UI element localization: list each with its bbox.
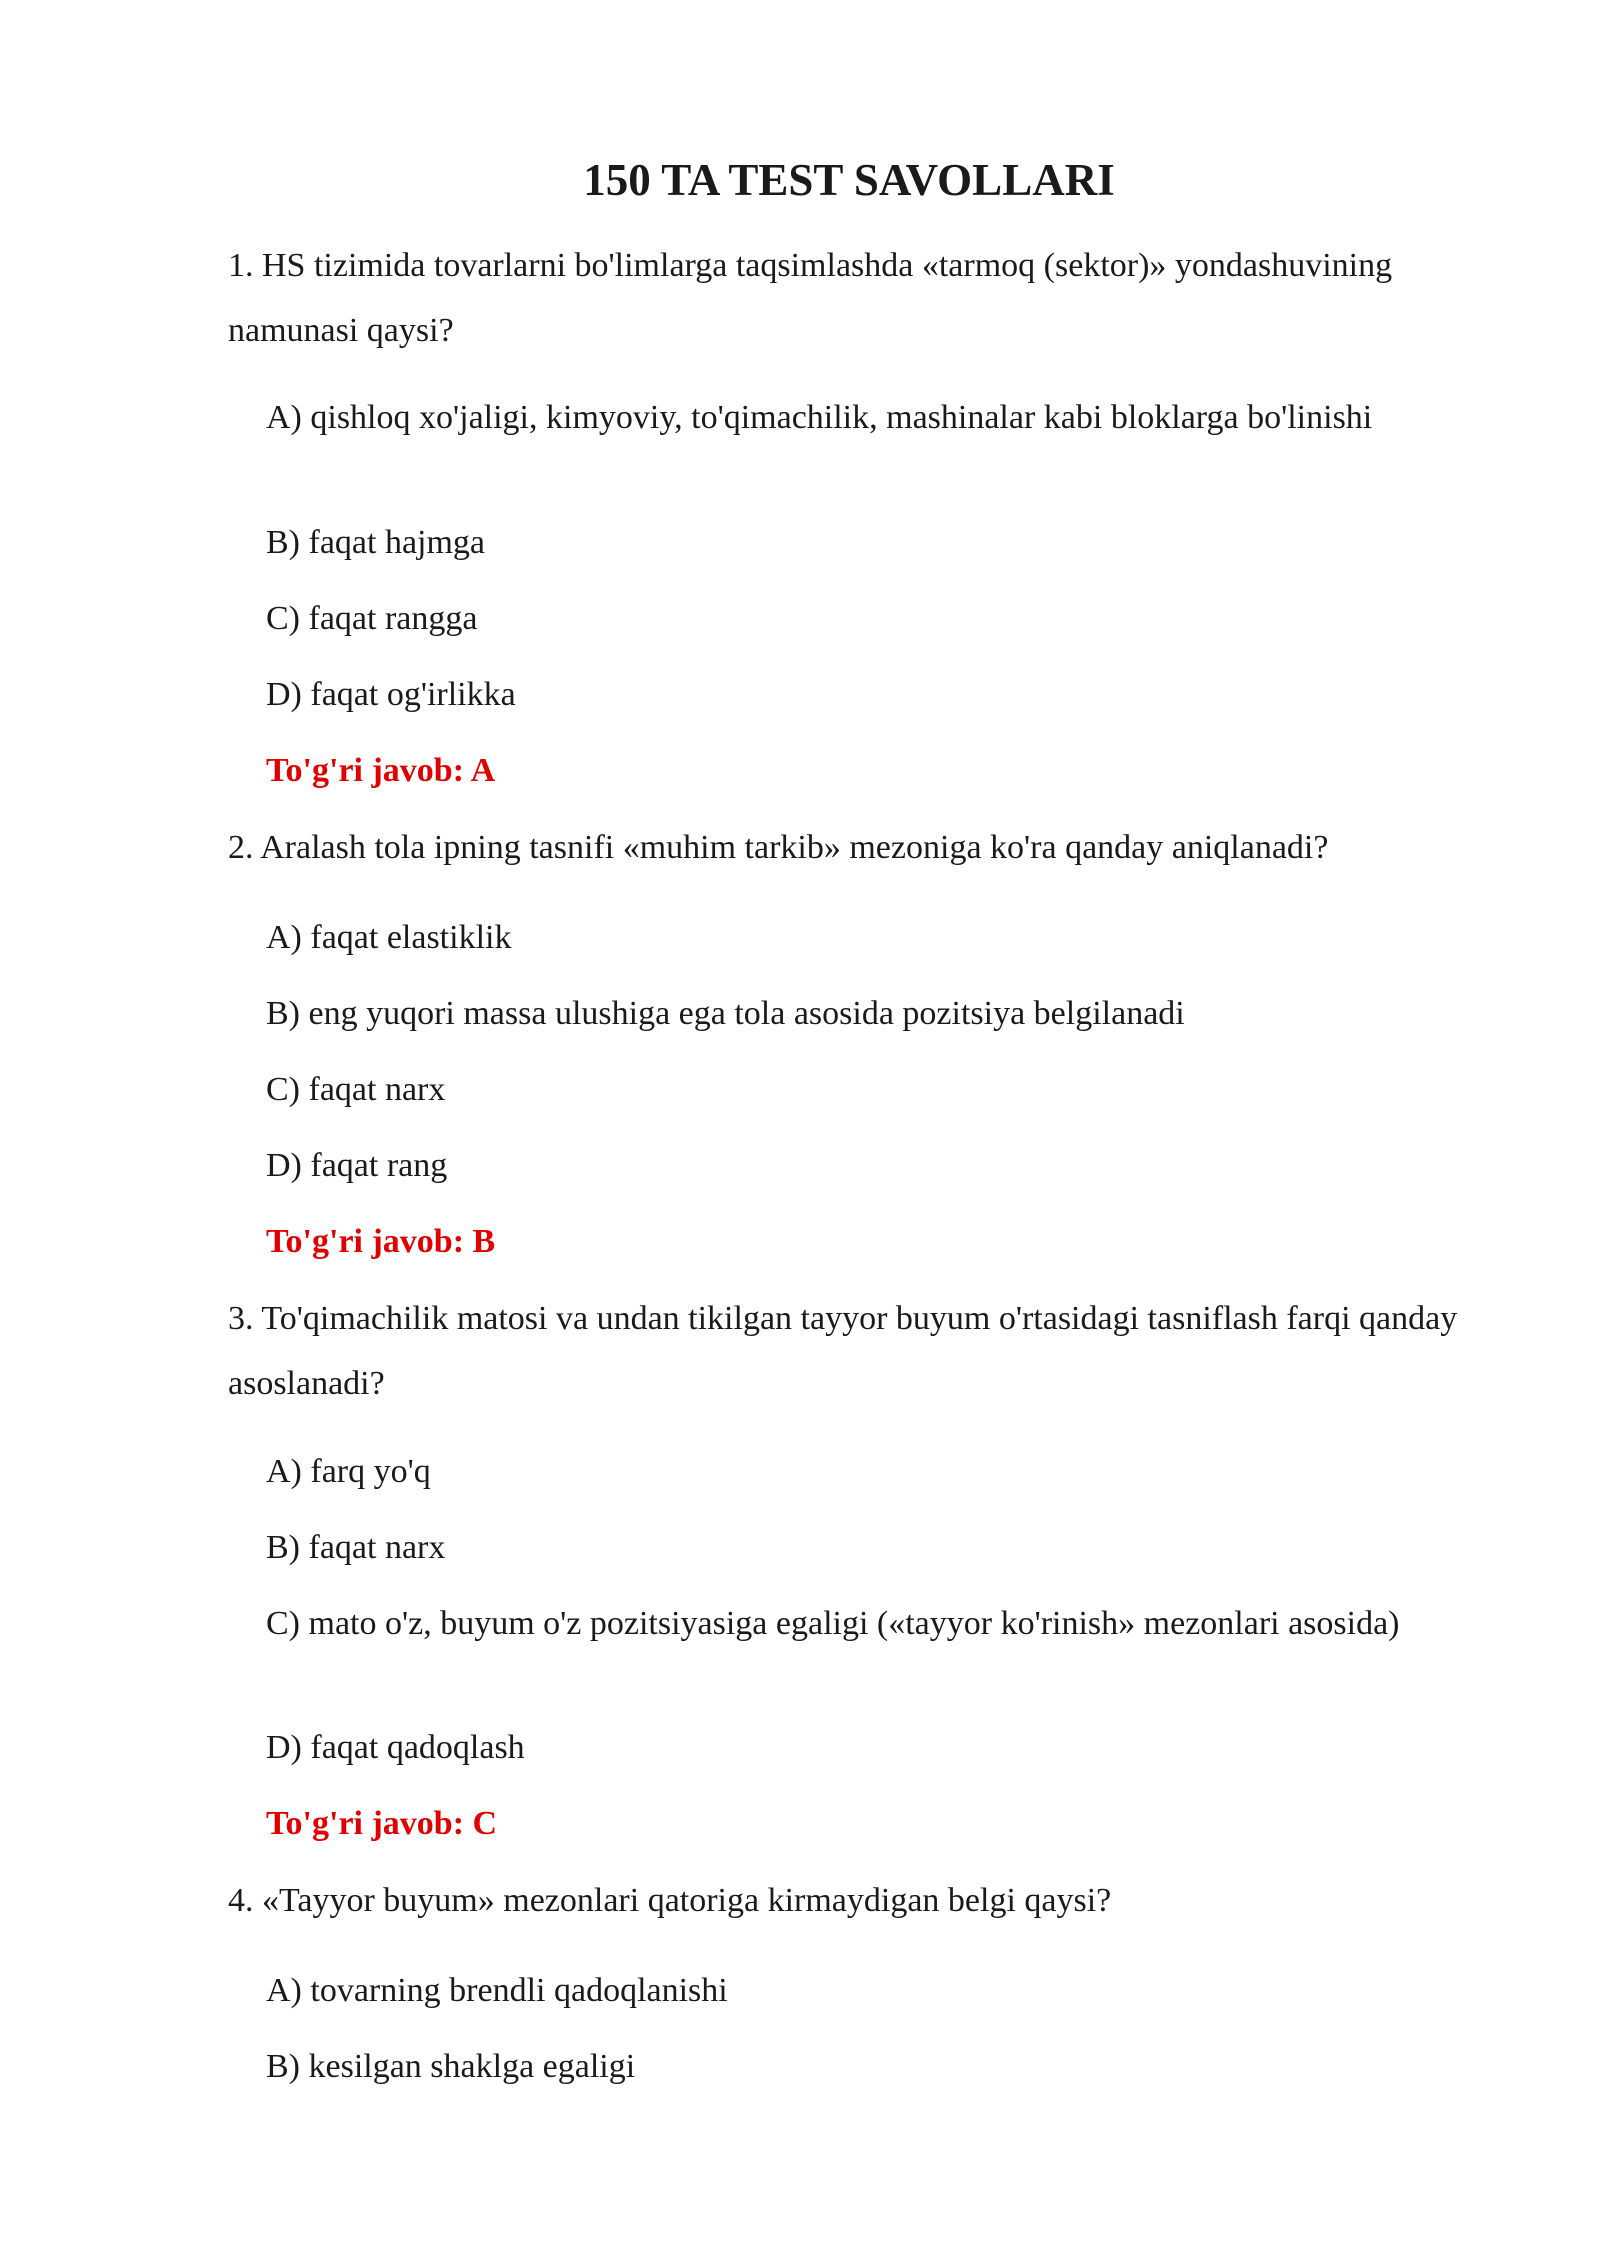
question-1-text: 1. HS tizimida tovarlarni bo'limlarga taqsimlashda «tarmoq (sektor)» yondashuvining namunasi qaysi? bbox=[228, 247, 1393, 349]
question-1-option-d: D) faqat og'irlikka bbox=[266, 676, 516, 713]
question-2-option-d: D) faqat rang bbox=[266, 1147, 448, 1184]
question-2-option-c: C) faqat narx bbox=[266, 1071, 446, 1108]
question-1-option-b: B) faqat hajmga bbox=[266, 524, 486, 561]
question-4-option-a: A) tovarning brendli qadoqlanishi bbox=[266, 1972, 728, 2009]
question-2-answer: To'g'ri javob: B bbox=[266, 1223, 496, 1260]
question-4-text: 4. «Tayyor buyum» mezonlari qatoriga kirmaydigan belgi qaysi? bbox=[228, 1882, 1112, 1919]
question-2-text: 2. Aralash tola ipning tasnifi «muhim tarkib» mezoniga ko'ra qanday aniqlanadi? bbox=[228, 829, 1329, 866]
question-1-option-c: C) faqat rangga bbox=[266, 600, 478, 637]
question-3-option-c: C) mato o'z, buyum o'z pozitsiyasiga egaligi («tayyor ko'rinish» mezonlari asosida) bbox=[266, 1605, 1400, 1642]
question-3-option-b: B) faqat narx bbox=[266, 1529, 446, 1566]
page-title: 150 TA TEST SAVOLLARI bbox=[583, 155, 1115, 205]
question-3-text: 3. To'qimachilik matosi va undan tikilgan tayyor buyum o'rtasidagi tasniflash farqi qanday asoslanadi? bbox=[228, 1300, 1458, 1402]
question-1-answer: To'g'ri javob: A bbox=[266, 752, 496, 789]
question-3-option-d: D) faqat qadoqlash bbox=[266, 1729, 525, 1766]
question-3-answer: To'g'ri javob: C bbox=[266, 1805, 498, 1842]
question-2-option-b: B) eng yuqori massa ulushiga ega tola asosida pozitsiya belgilanadi bbox=[266, 995, 1185, 1032]
question-1-option-a: A) qishloq xo'jaligi, kimyoviy, to'qimachilik, mashinalar kabi bloklarga bo'linishi bbox=[266, 399, 1373, 436]
question-4-option-b: B) kesilgan shaklga egaligi bbox=[266, 2048, 636, 2085]
question-2-option-a: A) faqat elastiklik bbox=[266, 919, 512, 956]
question-3-option-a: A) farq yo'q bbox=[266, 1453, 431, 1490]
